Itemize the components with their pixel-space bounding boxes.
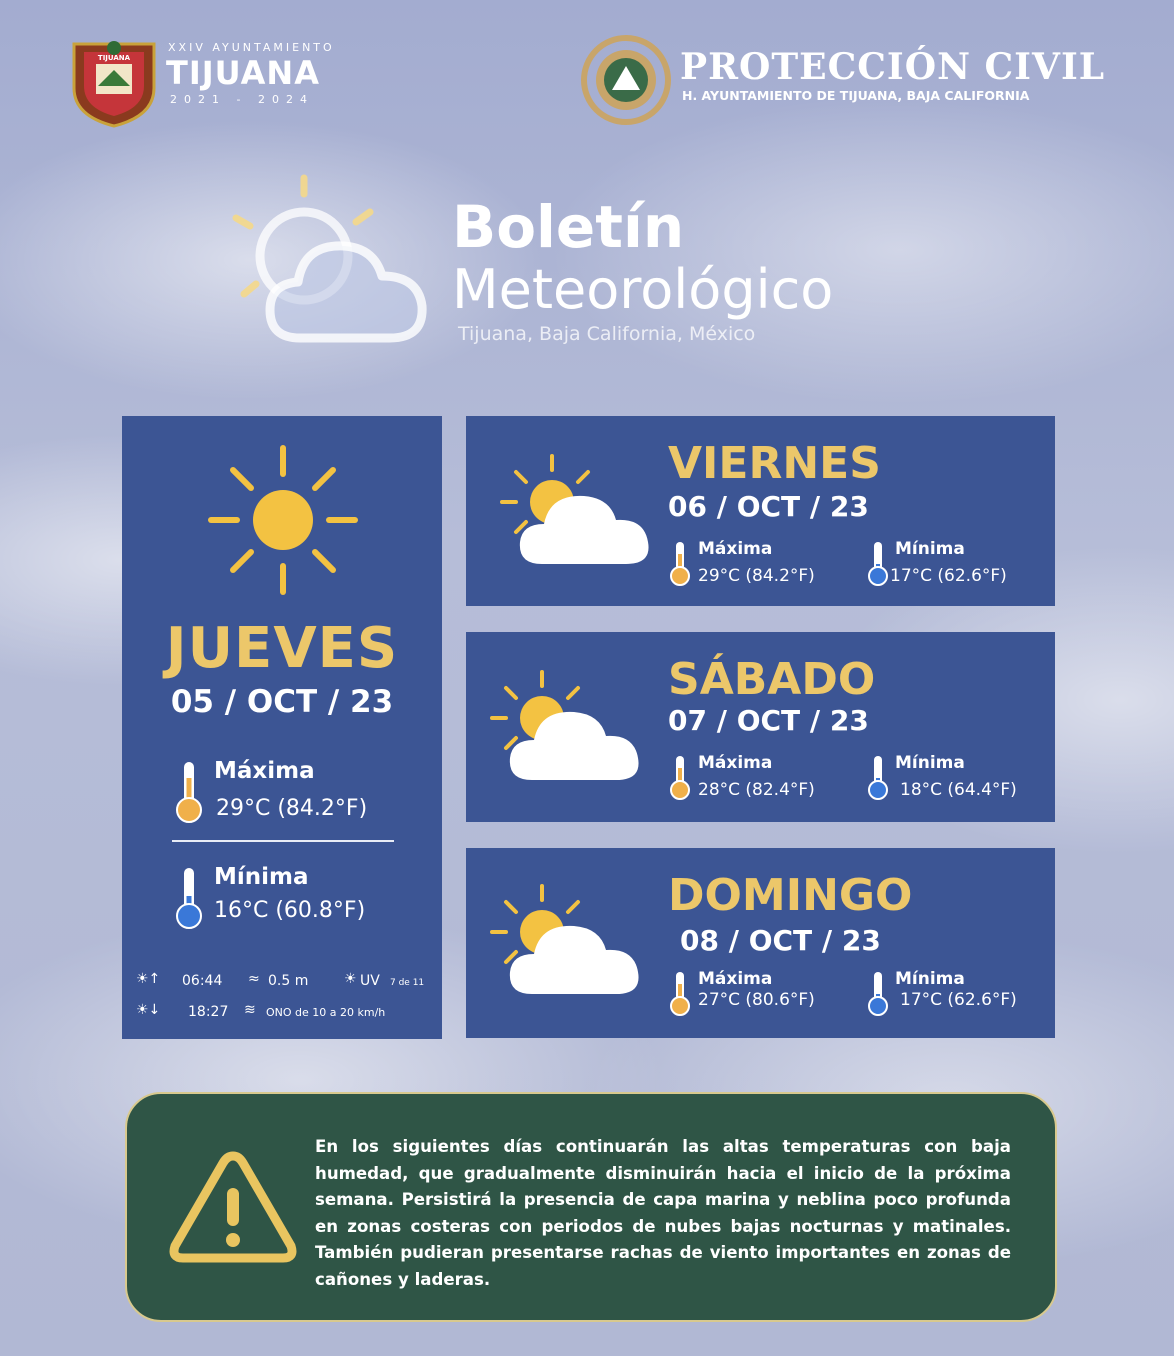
today-day: JUEVES [165, 616, 399, 681]
sun-icon [207, 444, 359, 596]
forecast-card-friday [466, 416, 1055, 606]
wave-icon: ≈ [248, 971, 260, 987]
forecast-date: 06 / OCT / 23 [668, 490, 869, 523]
thermometer-min-icon [866, 540, 890, 586]
forecast-max-value: 28°C (82.4°F) [698, 780, 815, 800]
partly-cloudy-icon [486, 882, 654, 1002]
sunrise-time: 06:44 [182, 973, 223, 989]
tijuana-shield-logo [68, 36, 160, 128]
uv-icon: ☀ [344, 971, 357, 987]
weather-alert-panel [125, 1092, 1057, 1322]
partly-cloudy-icon [222, 172, 442, 352]
wave-height: 0.5 m [268, 973, 309, 989]
today-min-label: Mínima [214, 864, 309, 890]
forecast-card-sunday [466, 848, 1055, 1038]
today-date: 05 / OCT / 23 [170, 684, 394, 720]
wind-icon: ≋ [244, 1002, 256, 1018]
thermometer-min-icon [866, 754, 890, 800]
forecast-min-value: 17°C (62.6°F) [890, 566, 1007, 586]
forecast-date: 07 / OCT / 23 [668, 704, 869, 737]
warning-icon [167, 1148, 299, 1266]
uv-value: 7 de 11 [390, 978, 425, 988]
wind-value: ONO de 10 a 20 km/h [266, 1006, 386, 1019]
forecast-max-value: 29°C (84.2°F) [698, 566, 815, 586]
municipality-name: TIJUANA [166, 54, 320, 92]
sunset-time: 18:27 [188, 1004, 229, 1020]
forecast-min-label: Mínima [895, 539, 965, 559]
forecast-day: VIERNES [668, 438, 881, 489]
municipality-line1: XXIV AYUNTAMIENTO [168, 41, 335, 54]
forecast-min-label: Mínima [895, 969, 965, 989]
civil-protection-subtitle: H. AYUNTAMIENTO DE TIJUANA, BAJA CALIFORNIA [682, 88, 1030, 103]
uv-label: UV [360, 973, 380, 989]
civil-protection-emblem [580, 34, 672, 126]
alert-message: En los siguientes días continuarán las altas temperaturas con baja humedad, que gradualmente disminuirán hacia el inicio de la próxima semana. Persistirá la presencia de capa marina y neblina poco profunda en zonas costeras con periodos de nubes bajas nocturnas y matinales. También pudieran presentarse rachas de viento importantes en zonas de cañones y laderas. [315, 1137, 1011, 1289]
forecast-day: SÁBADO [668, 654, 876, 705]
forecast-day: DOMINGO [668, 870, 913, 921]
municipality-years: 2021 - 2024 [170, 93, 314, 106]
today-max-label: Máxima [214, 758, 315, 784]
sunrise-icon: ☀↑ [136, 971, 161, 987]
today-card [122, 416, 442, 1039]
shield-logo-text: TIJUANA [97, 54, 131, 62]
bulletin-location: Tijuana, Baja California, México [458, 323, 756, 345]
forecast-max-value: 27°C (80.6°F) [698, 990, 815, 1010]
forecast-min-label: Mínima [895, 753, 965, 773]
forecast-card-saturday [466, 632, 1055, 822]
bulletin-title-light: Meteorológico [452, 258, 834, 321]
thermometer-max-icon [174, 760, 204, 824]
thermometer-max-icon [668, 540, 692, 586]
forecast-max-label: Máxima [698, 539, 773, 559]
today-max-value: 29°C (84.2°F) [216, 796, 368, 821]
forecast-max-label: Máxima [698, 753, 773, 773]
forecast-date: 08 / OCT / 23 [680, 924, 881, 957]
partly-cloudy-icon [496, 452, 664, 572]
forecast-min-value: 18°C (64.4°F) [900, 780, 1017, 800]
today-min-value: 16°C (60.8°F) [214, 898, 366, 923]
thermometer-max-icon [668, 754, 692, 800]
forecast-max-label: Máxima [698, 969, 773, 989]
bulletin-title-bold: Boletín [452, 193, 685, 261]
thermometer-min-icon [866, 970, 890, 1016]
civil-protection-title: PROTECCIÓN CIVIL [680, 46, 1106, 88]
thermometer-max-icon [668, 970, 692, 1016]
partly-cloudy-icon [486, 668, 654, 788]
sunset-icon: ☀↓ [136, 1002, 161, 1018]
thermometer-min-icon [174, 866, 204, 930]
forecast-min-value: 17°C (62.6°F) [900, 990, 1017, 1010]
today-divider [172, 840, 394, 842]
